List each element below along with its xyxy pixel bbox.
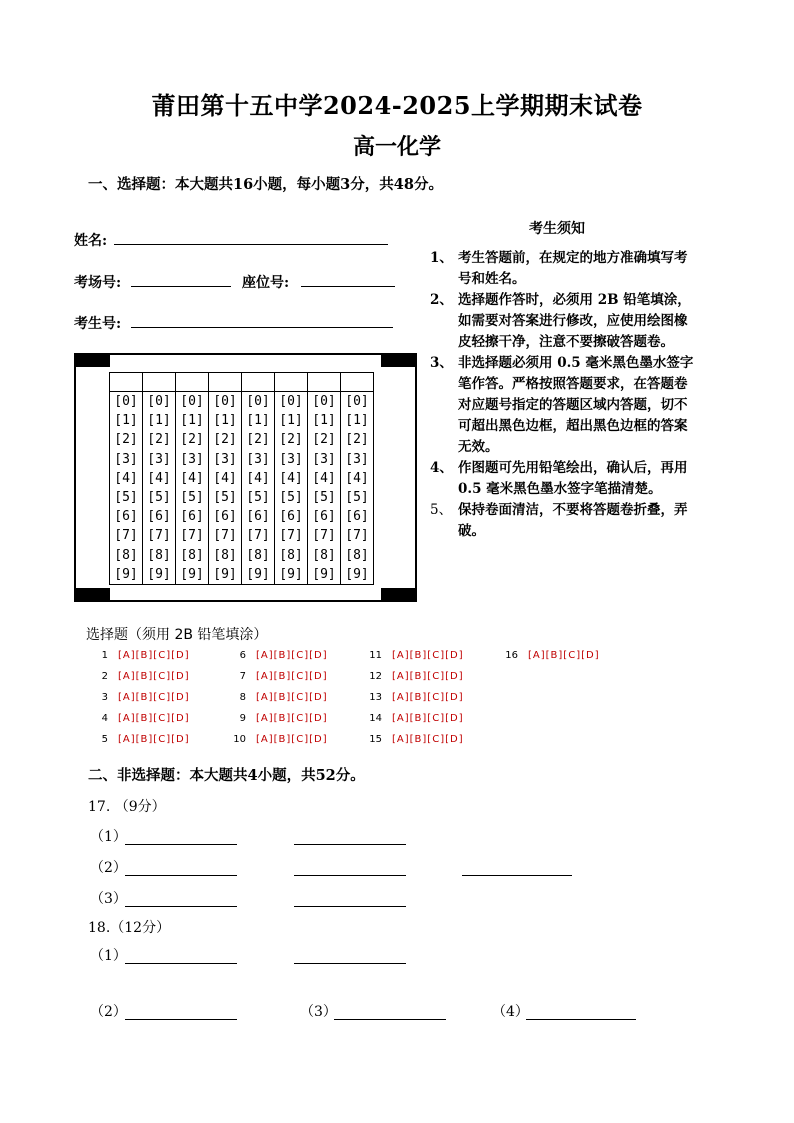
notice-item: 4、 作图题可先用铅笔绘出，确认后，再用 0.5 毫米黑色墨水签字笔描清楚。 — [430, 460, 688, 497]
id-digit-bubble[interactable]: [6] — [246, 509, 270, 525]
id-digit-bubble[interactable]: [6] — [279, 509, 303, 525]
name-label: 姓名: — [74, 233, 108, 249]
id-digit-box[interactable] — [308, 373, 341, 392]
id-digit-bubble[interactable]: [9] — [180, 566, 204, 582]
id-digit-bubble[interactable]: [4] — [213, 470, 237, 486]
id-digit-bubble[interactable]: [2] — [312, 432, 336, 448]
id-digit-box[interactable] — [209, 373, 242, 392]
choice-question — [360, 666, 464, 687]
choice-question — [86, 708, 190, 729]
id-digit-bubble[interactable]: [5] — [114, 489, 138, 505]
id-digit-bubble[interactable]: [1] — [246, 413, 270, 429]
choice-question — [360, 645, 464, 666]
q17-part1: （1） — [90, 829, 127, 845]
choice-question — [360, 708, 464, 729]
id-digit-bubble[interactable]: [6] — [312, 509, 336, 525]
id-digit-bubble[interactable]: [1] — [114, 413, 138, 429]
notice-item: 2、 选择题作答时，必须用 2B 铅笔填涂，如需要对答案进行修改，应使用绘图橡皮轻擦干净，注意不要擦破答题卷。 — [430, 292, 691, 350]
question-number: 14 — [369, 713, 382, 724]
question-number: 9 — [239, 713, 246, 724]
id-digit-bubble[interactable]: [1] — [180, 413, 204, 429]
notice-item: 3、 非选择题必须用 0.5 毫米黑色墨水签字笔作答。严格按照答题要求，在答题卷对应题号指定的答题区域内答题，切不可超出黑色边框，超出黑色边框的答案无效。 — [430, 355, 694, 455]
id-digit-bubble[interactable]: [7] — [279, 528, 303, 544]
choice-question — [86, 645, 190, 666]
id-digit-bubble[interactable]: [8] — [180, 547, 204, 563]
id-digit-bubble[interactable]: [7] — [312, 528, 336, 544]
student-id-grid — [109, 372, 374, 585]
answer-bubbles[interactable]: [A][B][C][D] — [256, 734, 328, 745]
answer-bubbles[interactable]: [A][B][C][D] — [392, 692, 464, 703]
id-digit-bubble[interactable]: [5] — [213, 489, 237, 505]
id-digit-bubble[interactable]: [5] — [279, 489, 303, 505]
id-digit-bubble[interactable]: [1] — [213, 413, 237, 429]
question-number: 6 — [239, 650, 246, 661]
answer-blank[interactable] — [125, 905, 237, 907]
id-digit-bubble[interactable]: [3] — [246, 451, 270, 467]
id-digit-bubble[interactable]: [4] — [246, 470, 270, 486]
notice-list — [430, 248, 696, 542]
id-digit-box[interactable] — [176, 373, 209, 392]
id-digit-bubble[interactable]: [8] — [246, 547, 270, 563]
student-no-field[interactable] — [131, 313, 393, 328]
id-digit-bubble[interactable]: [0] — [312, 394, 336, 409]
choice-title: 选择题（须用 2B 铅笔填涂） — [86, 627, 268, 643]
question-number: 16 — [505, 650, 518, 661]
id-digit-bubble[interactable]: [8] — [213, 547, 237, 563]
id-digit-bubble[interactable]: [6] — [345, 509, 369, 525]
id-digit-bubble[interactable]: [1] — [279, 413, 303, 429]
answer-bubbles[interactable]: [A][B][C][D] — [392, 713, 464, 724]
student-no-label: 考生号: — [74, 316, 122, 332]
id-digit-bubble[interactable]: [4] — [312, 470, 336, 486]
id-digit-bubble[interactable]: [8] — [147, 547, 171, 563]
id-digit-bubble[interactable]: [4] — [279, 470, 303, 486]
id-digit-bubble[interactable]: [6] — [147, 509, 171, 525]
id-digit-bubble[interactable]: [9] — [114, 566, 138, 582]
room-field[interactable] — [131, 272, 231, 287]
id-digit-bubble[interactable]: [8] — [114, 547, 138, 563]
choice-question — [496, 645, 600, 666]
corner-mark — [76, 588, 110, 600]
id-digit-column — [242, 392, 275, 585]
id-digit-bubble[interactable]: [8] — [312, 547, 336, 563]
question-number: 1 — [101, 650, 108, 661]
id-digit-bubble[interactable]: [9] — [279, 566, 303, 582]
id-digit-bubble[interactable]: [2] — [246, 432, 270, 448]
answer-bubbles[interactable]: [A][B][C][D] — [392, 650, 464, 661]
corner-mark — [381, 355, 415, 367]
section1-heading: 一、选择题：本大题共16小题，每小题3分，共48分。 — [88, 176, 443, 193]
id-digit-bubble[interactable]: [7] — [147, 528, 171, 544]
id-digit-column — [275, 392, 308, 585]
id-digit-bubble[interactable]: [3] — [345, 451, 369, 467]
id-digit-bubble[interactable]: [6] — [180, 509, 204, 525]
id-digit-bubble[interactable]: [0] — [114, 394, 138, 409]
answer-blank[interactable] — [294, 905, 406, 907]
answer-blank[interactable] — [294, 874, 406, 876]
id-digit-bubble[interactable]: [0] — [147, 394, 171, 409]
question-number: 7 — [239, 671, 246, 682]
id-digit-bubble[interactable]: [4] — [114, 470, 138, 486]
id-digit-bubble[interactable]: [2] — [345, 432, 369, 448]
id-digit-bubble[interactable]: [3] — [213, 451, 237, 467]
id-digit-bubble[interactable]: [2] — [213, 432, 237, 448]
question-number: 4 — [101, 713, 108, 724]
id-digit-bubble[interactable]: [7] — [213, 528, 237, 544]
answer-bubbles[interactable]: [A][B][C][D] — [256, 671, 328, 682]
question-number: 13 — [369, 692, 382, 703]
id-digit-bubble[interactable]: [9] — [345, 566, 369, 582]
id-digit-bubble[interactable]: [1] — [312, 413, 336, 429]
choice-question — [224, 708, 328, 729]
id-digit-column — [143, 392, 176, 585]
answer-blank[interactable] — [294, 843, 406, 845]
id-digit-bubble[interactable]: [2] — [279, 432, 303, 448]
notice-item: 5、 保持卷面清洁，不要将答题卷折叠，弄破。 — [430, 502, 688, 539]
answer-bubbles[interactable]: [A][B][C][D] — [392, 671, 464, 682]
answer-blank[interactable] — [334, 1018, 446, 1020]
q18-part4: （4） — [492, 1004, 529, 1020]
id-digit-bubble[interactable]: [0] — [180, 394, 204, 409]
answer-bubbles[interactable]: [A][B][C][D] — [118, 713, 190, 724]
answer-bubbles[interactable]: [A][B][C][D] — [256, 650, 328, 661]
q17-label: 17. （9分） — [88, 799, 166, 815]
question-number: 2 — [101, 671, 108, 682]
room-label: 考场号: — [74, 275, 122, 291]
id-digit-bubble[interactable]: [8] — [279, 547, 303, 563]
question-number: 3 — [101, 692, 108, 703]
answer-bubbles[interactable]: [A][B][C][D] — [392, 734, 464, 745]
answer-blank[interactable] — [462, 874, 572, 876]
id-digit-column — [341, 392, 374, 585]
id-digit-bubble[interactable]: [3] — [180, 451, 204, 467]
exam-title: 莆田第十五中学2024-2025上学期期末试卷 — [151, 91, 643, 120]
id-digit-bubble[interactable]: [9] — [213, 566, 237, 582]
answer-blank[interactable] — [125, 962, 237, 964]
answer-blank[interactable] — [125, 874, 237, 876]
id-digit-bubble[interactable]: [9] — [312, 566, 336, 582]
id-digit-bubble[interactable]: [4] — [345, 470, 369, 486]
id-digit-bubble[interactable]: [3] — [312, 451, 336, 467]
id-digit-bubble[interactable]: [1] — [147, 413, 171, 429]
question-number: 12 — [369, 671, 382, 682]
id-card — [74, 353, 417, 602]
id-digit-bubble[interactable]: [7] — [345, 528, 369, 544]
id-digit-bubble[interactable]: [0] — [213, 394, 237, 409]
id-digit-box[interactable] — [143, 373, 176, 392]
question-number: 10 — [233, 734, 246, 745]
answer-blank[interactable] — [125, 1018, 237, 1020]
id-digit-bubble[interactable]: [2] — [180, 432, 204, 448]
q18-part1: （1） — [90, 948, 127, 964]
id-digit-box[interactable] — [242, 373, 275, 392]
seat-label: 座位号: — [242, 275, 290, 291]
id-digit-bubble[interactable]: [2] — [114, 432, 138, 448]
q18-part3: （3） — [300, 1004, 337, 1020]
answer-bubbles[interactable]: [A][B][C][D] — [528, 650, 600, 661]
choice-question — [224, 666, 328, 687]
question-number: 8 — [239, 692, 246, 703]
id-digit-column — [176, 392, 209, 585]
answer-bubbles[interactable]: [A][B][C][D] — [256, 713, 328, 724]
choice-question — [86, 729, 190, 750]
question-number: 11 — [369, 650, 382, 661]
id-digit-bubble[interactable]: [4] — [147, 470, 171, 486]
question-number: 5 — [101, 734, 108, 745]
answer-bubbles[interactable]: [A][B][C][D] — [256, 692, 328, 703]
notice-title: 考生须知 — [529, 221, 585, 237]
q17-part2: （2） — [90, 860, 127, 876]
subject-title: 高一化学 — [352, 134, 441, 160]
id-digit-column — [209, 392, 242, 585]
id-digit-bubble[interactable]: [1] — [345, 413, 369, 429]
question-number: 15 — [369, 734, 382, 745]
id-digit-bubble[interactable]: [9] — [147, 566, 171, 582]
answer-blank[interactable] — [294, 962, 406, 964]
id-digit-bubble[interactable]: [4] — [180, 470, 204, 486]
id-digit-bubble[interactable]: [8] — [345, 547, 369, 563]
id-digit-bubble[interactable]: [7] — [114, 528, 138, 544]
id-digit-bubble[interactable]: [9] — [246, 566, 270, 582]
choice-question — [86, 666, 190, 687]
answer-blank[interactable] — [526, 1018, 636, 1020]
q18-part2: （2） — [90, 1004, 127, 1020]
corner-mark — [76, 355, 110, 367]
id-digit-bubble[interactable]: [7] — [246, 528, 270, 544]
answer-bubbles[interactable]: [A][B][C][D] — [118, 650, 190, 661]
choice-question — [360, 729, 464, 750]
corner-mark — [381, 588, 415, 600]
id-digit-bubble[interactable]: [5] — [147, 489, 171, 505]
answer-blank[interactable] — [125, 843, 237, 845]
choice-question — [224, 729, 328, 750]
id-digit-bubble[interactable]: [7] — [180, 528, 204, 544]
choice-question — [224, 687, 328, 708]
id-digit-bubble[interactable]: [5] — [180, 489, 204, 505]
seat-field[interactable] — [301, 272, 395, 287]
answer-bubbles[interactable]: [A][B][C][D] — [118, 734, 190, 745]
id-digit-bubble[interactable]: [0] — [246, 394, 270, 409]
id-digit-bubble[interactable]: [0] — [279, 394, 303, 409]
notice-item: 1、 考生答题前，在规定的地方准确填写考号和姓名。 — [430, 250, 688, 287]
choice-question — [360, 687, 464, 708]
name-field[interactable] — [114, 230, 388, 245]
id-digit-column — [308, 392, 341, 585]
id-digit-column — [110, 392, 143, 585]
answer-bubbles[interactable]: [A][B][C][D] — [118, 692, 190, 703]
q17-part3: （3） — [90, 891, 127, 907]
section2-heading: 二、非选择题：本大题共4小题，共52分。 — [88, 767, 365, 784]
id-digit-bubble[interactable]: [3] — [279, 451, 303, 467]
q18-label: 18.（12分） — [88, 920, 171, 936]
id-digit-bubble[interactable]: [5] — [246, 489, 270, 505]
id-digit-bubble[interactable]: [0] — [345, 394, 369, 409]
id-digit-bubble[interactable]: [2] — [147, 432, 171, 448]
id-digit-bubble[interactable]: [3] — [114, 451, 138, 467]
answer-bubbles[interactable]: [A][B][C][D] — [118, 671, 190, 682]
choice-question — [224, 645, 328, 666]
id-digit-box[interactable] — [341, 373, 374, 392]
choice-question — [86, 687, 190, 708]
id-digit-bubble[interactable]: [6] — [114, 509, 138, 525]
id-digit-bubble[interactable]: [3] — [147, 451, 171, 467]
id-digit-bubble[interactable]: [6] — [213, 509, 237, 525]
id-digit-bubble[interactable]: [5] — [345, 489, 369, 505]
id-digit-box[interactable] — [110, 373, 143, 392]
choice-area — [86, 645, 686, 755]
id-digit-bubble[interactable]: [5] — [312, 489, 336, 505]
id-digit-box[interactable] — [275, 373, 308, 392]
